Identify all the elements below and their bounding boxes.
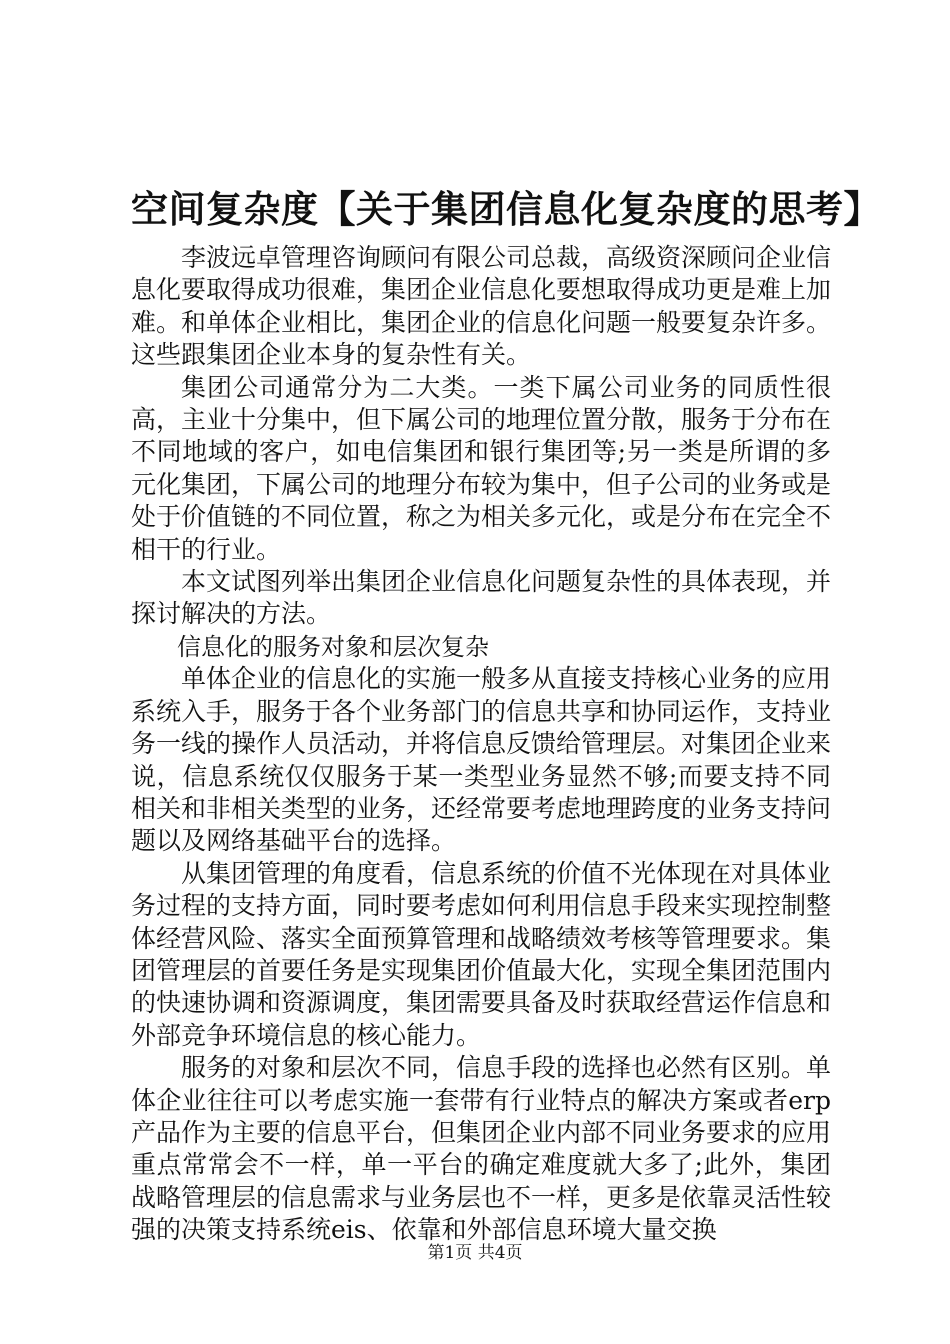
document-body	[131, 186, 881, 1247]
body-paragraph: 服务的对象和层次不同，信息手段的选择也必然有区别。单体企业往往可以考虑实施一套带有行业特点的解决方案或者erp产品作为主要的信息平台，但集团企业内部不同业务要求的应用重点常常会不一样，单一平台的确定难度就大多了;此外，集团战略管理层的信息需求与业务层也不一样，更多是依靠灵活性较强的决策支持系统eis、依靠和外部信息环境大量交换	[131, 1053, 832, 1245]
body-paragraph: 本文试图列举出集团企业信息化问题复杂性的具体表现，并探讨解决的方法。	[131, 567, 832, 629]
body-paragraph: 从集团管理的角度看，信息系统的价值不光体现在对具体业务过程的支持方面，同时要考虑如何利用信息手段来实现控制整体经营风险、落实全面预算管理和战略绩效考核等管理要求。集团管理层的首要任务是实现集团价值最大化，实现全集团范围内的快速协调和资源调度，集团需要具备及时获取经营运作信息和外部竞争环境信息的核心能力。	[131, 858, 832, 1050]
body-paragraph: 李波远卓管理咨询顾问有限公司总裁，高级资深顾问企业信息化要取得成功很难，集团企业信息化要想取得成功更是难上加难。和单体企业相比，集团企业的信息化问题一般要复杂许多。这些跟集团企业本身的复杂性有关。	[131, 243, 832, 370]
body-paragraph: 集团公司通常分为二大类。一类下属公司业务的同质性很高，主业十分集中，但下属公司的地理位置分散，服务于分布在不同地域的客户，如电信集团和银行集团等;另一类是所谓的多元化集团，下属公司的地理分布较为集中，但子公司的业务或是处于价值链的不同位置，称之为相关多元化，或是分布在完全不相干的行业。	[131, 372, 832, 564]
section-heading: 信息化的服务对象和层次复杂	[177, 632, 489, 661]
document-title: 空间复杂度【关于集团信息化复杂度的思考】	[131, 187, 881, 231]
body-paragraph: 单体企业的信息化的实施一般多从直接支持核心业务的应用系统入手，服务于各个业务部门的信息共享和协同运作，支持业务一线的操作人员活动，并将信息反馈给管理层。对集团企业来说，信息系统仅仅服务于某一类型业务显然不够;而要支持不同相关和非相关类型的业务，还经常要考虑地理跨度的业务支持问题以及网络基础平台的选择。	[131, 664, 832, 856]
page-number-footer: 第1页 共4页	[427, 1243, 523, 1263]
